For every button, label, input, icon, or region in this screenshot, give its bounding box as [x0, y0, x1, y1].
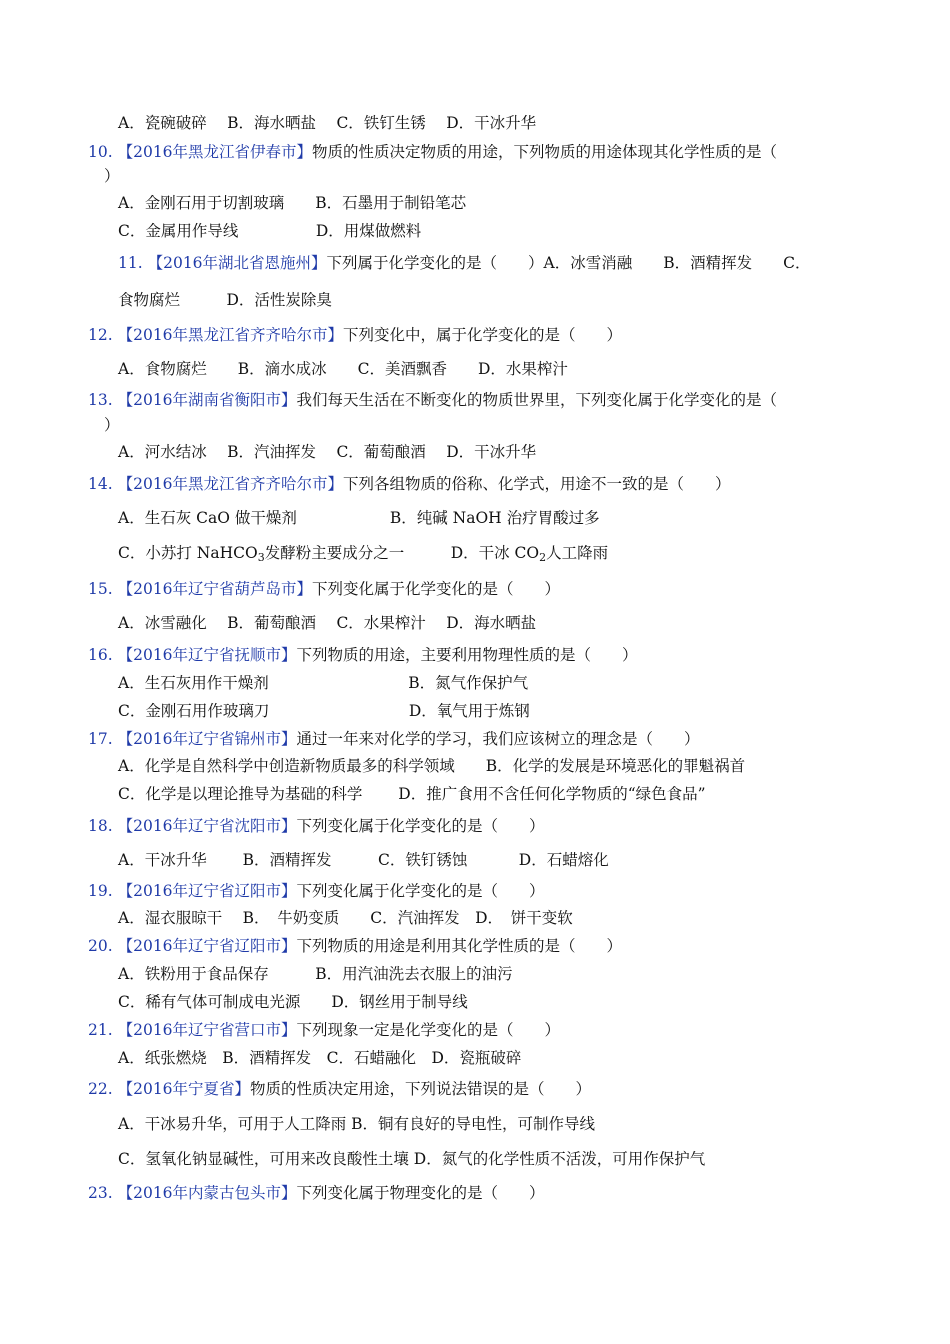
question-text: 我们每天生活在不断变化的物质世界里，下列变化属于化学变化的是（ [296, 391, 778, 409]
q22-options-cd: C．氢氧化钠显碱性，可用来改良酸性土壤 D．氮气的化学性质不活泼，可用作保护气 [118, 1150, 706, 1168]
question-text: 下列变化属于化学变化的是（ ） [296, 882, 545, 900]
q20-options-ab: A．铁粉用于食品保存 B．用汽油洗去衣服上的油污 [118, 965, 513, 983]
q13-options: A．河水结冰 B．汽油挥发 C．葡萄酿酒 D．干冰升华 [118, 443, 537, 461]
question-11 [118, 253, 811, 273]
question-text-cont: ） [104, 416, 120, 434]
question-23 [88, 1183, 545, 1203]
question-text: 下列变化属于化学变化的是（ ） [312, 580, 561, 598]
q22-options-ab: A．干冰易升华，可用于人工降雨 B．铜有良好的导电性，可制作导线 [118, 1115, 596, 1133]
question-16 [88, 645, 638, 665]
question-number: 21. [88, 1021, 113, 1039]
question-source: 【2016年湖南省衡阳市】 [117, 391, 297, 409]
q14-options-ab: A．生石灰 CaO 做干燥剂 B．纯碱 NaOH 治疗胃酸过多 [118, 509, 600, 527]
question-10 [88, 142, 777, 162]
question-12 [88, 325, 622, 345]
question-source: 【2016年辽宁省沈阳市】 [117, 817, 297, 835]
q10-options-cd: C．金属用作导线 D．用煤做燃料 [118, 222, 422, 240]
q16-options-ab: A．生石灰用作干燥剂 B．氮气作保护气 [118, 674, 529, 692]
question-source: 【2016年宁夏省】 [117, 1080, 251, 1098]
question-source: 【2016年辽宁省辽阳市】 [117, 882, 297, 900]
question-source: 【2016年湖北省恩施州】 [147, 254, 327, 272]
question-number: 15. [88, 580, 113, 598]
question-source: 【2016年黑龙江省伊春市】 [117, 143, 313, 161]
q11-options-cont: 食物腐烂 D．活性炭除臭 [118, 291, 332, 309]
q19-options: A．湿衣服晾干 B． 牛奶变质 C．汽油挥发 D． 饼干变软 [118, 909, 573, 927]
question-20 [88, 936, 622, 956]
q18-options: A．干冰升华 B．酒精挥发 C．铁钉锈蚀 D．石蜡熔化 [118, 851, 609, 869]
question-number: 13. [88, 391, 113, 409]
question-text: 下列物质的用途是利用其化学性质的是（ ） [296, 937, 623, 955]
question-number: 11. [118, 254, 143, 272]
question-number: 18. [88, 817, 113, 835]
question-number: 23. [88, 1184, 113, 1202]
question-14 [88, 474, 731, 494]
question-15 [88, 579, 560, 599]
question-text: 下列物质的用途，主要利用物理性质的是（ ） [296, 646, 638, 664]
question-17 [88, 729, 700, 749]
question-source: 【2016年黑龙江省齐齐哈尔市】 [117, 475, 344, 493]
question-source: 【2016年黑龙江省齐齐哈尔市】 [117, 326, 344, 344]
question-number: 19. [88, 882, 113, 900]
question-19 [88, 881, 545, 901]
question-18 [88, 816, 545, 836]
q10-options-ab: A．金刚石用于切割玻璃 B．石墨用于制铅笔芯 [118, 194, 467, 212]
question-text: 下列变化中，属于化学变化的是（ ） [343, 326, 623, 344]
q17-options-ab: A．化学是自然科学中创造新物质最多的科学领域 B．化学的发展是环境恶化的罪魁祸首 [118, 757, 746, 775]
q9-options: A．瓷碗破碎 B．海水晒盐 C．铁钉生锈 D．干冰升华 [118, 114, 537, 132]
question-number: 10. [88, 143, 113, 161]
q16-options-cd: C．金刚石用作玻璃刀 D．氧气用于炼钢 [118, 702, 530, 720]
question-source: 【2016年辽宁省营口市】 [117, 1021, 297, 1039]
question-number: 14. [88, 475, 113, 493]
question-13 [88, 390, 777, 410]
question-number: 22. [88, 1080, 113, 1098]
question-21 [88, 1020, 560, 1040]
q17-options-cd: C．化学是以理论推导为基础的科学 D．推广食用不含任何化学物质的“绿色食品” [118, 785, 706, 803]
question-number: 17. [88, 730, 113, 748]
q15-options: A．冰雪融化 B．葡萄酿酒 C．水果榨汁 D．海水晒盐 [118, 614, 537, 632]
q12-options: A．食物腐烂 B．滴水成冰 C．美酒飘香 D．水果榨汁 [118, 360, 568, 378]
question-text: 下列现象一定是化学变化的是（ ） [296, 1021, 561, 1039]
question-text: 通过一年来对化学的学习，我们应该树立的理念是（ ） [296, 730, 700, 748]
question-text: 下列变化属于化学变化的是（ ） [296, 817, 545, 835]
question-text: 下列变化属于物理变化的是（ ） [296, 1184, 545, 1202]
question-text: 物质的性质决定物质的用途，下列物质的用途体现其化学性质的是（ [312, 143, 778, 161]
question-22 [88, 1079, 591, 1099]
q21-options: A．纸张燃烧 B．酒精挥发 C．石蜡融化 D．瓷瓶破碎 [118, 1049, 522, 1067]
question-text: 下列各组物质的俗称、化学式，用途不一致的是（ ） [343, 475, 731, 493]
question-number: 20. [88, 937, 113, 955]
question-source: 【2016年内蒙古包头市】 [117, 1184, 297, 1202]
question-text: 物质的性质决定用途，下列说法错误的是（ ） [250, 1080, 592, 1098]
q20-options-cd: C．稀有气体可制成电光源 D．钢丝用于制导线 [118, 993, 468, 1011]
question-source: 【2016年辽宁省锦州市】 [117, 730, 297, 748]
q14-options-cd: C．小苏打 NaHCO$_3$发酵粉主要成分之一 D．干冰 $CO_2$人工降雨 [118, 544, 609, 564]
question-text: 下列属于化学变化的是（ ）A．冰雪消融 B．酒精挥发 C． [326, 254, 811, 272]
question-number: 16. [88, 646, 113, 664]
question-source: 【2016年辽宁省抚顺市】 [117, 646, 297, 664]
question-number: 12. [88, 326, 113, 344]
question-source: 【2016年辽宁省葫芦岛市】 [117, 580, 313, 598]
question-source: 【2016年辽宁省辽阳市】 [117, 937, 297, 955]
question-text-cont: ） [104, 167, 120, 185]
